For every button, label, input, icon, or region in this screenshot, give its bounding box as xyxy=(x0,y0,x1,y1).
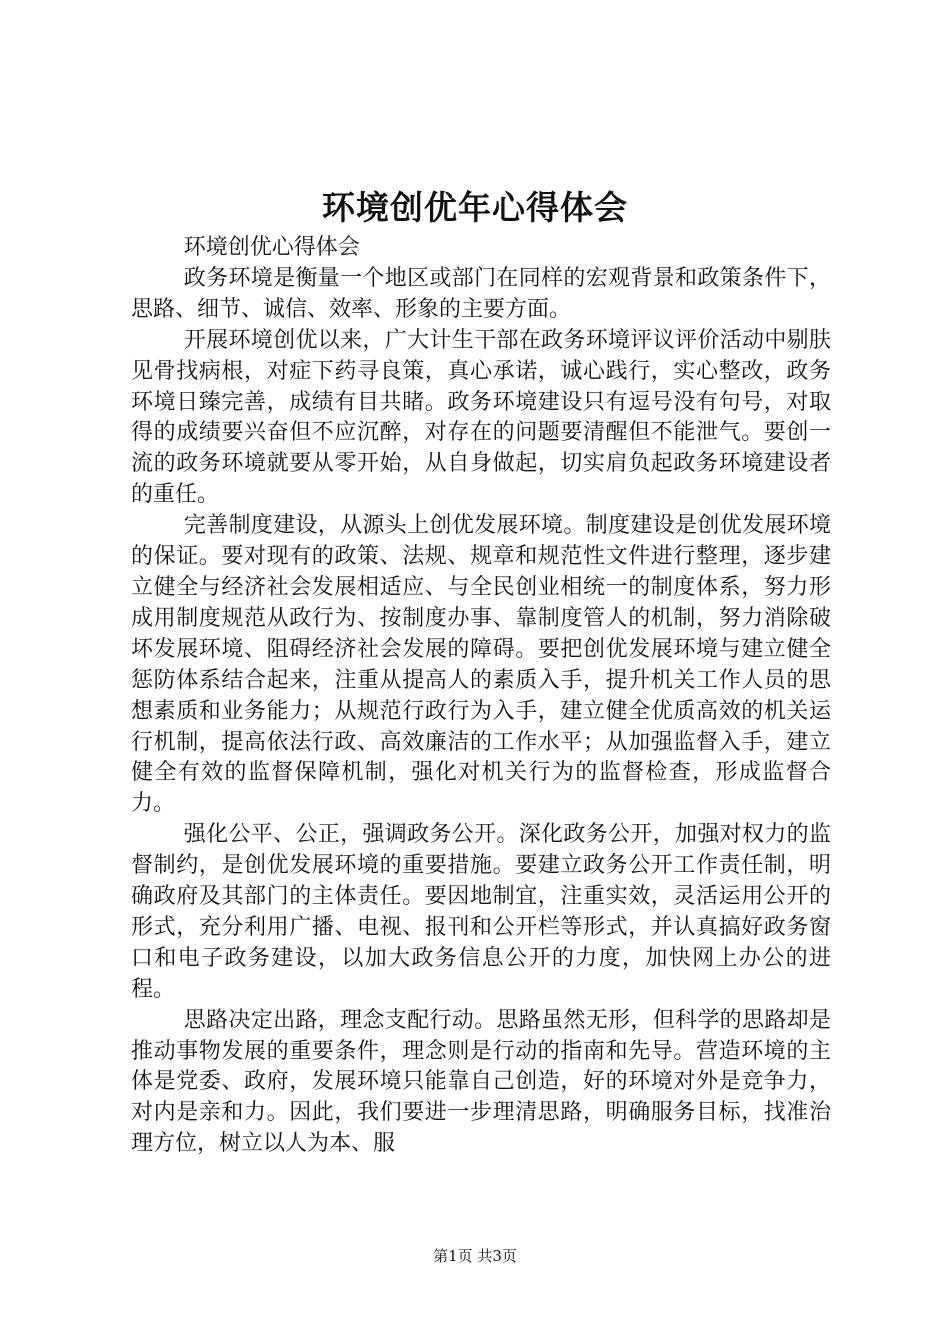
subtitle-paragraph: 环境创优心得体会 xyxy=(183,235,360,260)
body-paragraph: 强化公平、公正，强调政务公开。深化政务公开，加强对权力的监督制约，是创优发展环境的重要措施。要建立政务公开工作责任制，明确政府及其部门的主体责任。要因地制宜，注重实效，灵活运用公开的形式，充分利用广播、电视、报刊和公开栏等形式，并认真搞好政务窗口和电子政务建设，以加大政务信息公开的力度，加快网上办公的进程。 xyxy=(131,822,831,1002)
page-number-footer: 第1页 共3页 xyxy=(433,1247,517,1265)
body-paragraph: 完善制度建设，从源头上创优发展环境。制度建设是创优发展环境的保证。要对现有的政策、法规、规章和规范性文件进行整理，逐步建立健全与经济社会发展相适应、与全民创业相统一的制度体系，努力形成用制度规范从政行为、按制度办事、靠制度管人的机制，努力消除破坏发展环境、阻碍经济社会发展的障碍。要把创优发展环境与建立健全惩防体系结合起来，注重从提高人的素质入手，提升机关工作人员的思想素质和业务能力；从规范行政行为入手，建立健全优质高效的机关运行机制，提高依法行政、高效廉洁的工作水平；从加强监督入手，建立健全有效的监督保障机制，强化对机关行为的监督检查，形成监督合力。 xyxy=(131,513,831,817)
body-paragraph: 政务环境是衡量一个地区或部门在同样的宏观背景和政策条件下，思路、细节、诚信、效率、形象的主要方面。 xyxy=(131,265,831,322)
body-paragraph: 思路决定出路，理念支配行动。思路虽然无形，但科学的思路却是推动事物发展的重要条件，理念则是行动的指南和先导。营造环境的主体是党委、政府，发展环境只能靠自己创造，好的环境对外是竞争力，对内是亲和力。因此，我们要进一步理清思路，明确服务目标，找准治理方位，树立以人为本、服 xyxy=(131,1007,831,1157)
document-title: 环境创优年心得体会 xyxy=(322,188,628,227)
body-paragraph: 开展环境创优以来，广大计生干部在政务环境评议评价活动中剔肤见骨找病根，对症下药寻良策，真心承诺，诚心践行，实心整改，政务环境日臻完善，成绩有目共睹。政务环境建设只有逗号没有句号，对取得的成绩要兴奋但不应沉醉，对存在的问题要清醒但不能泄气。要创一流的政务环境就要从零开始，从自身做起，切实肩负起政务环境建设者的重任。 xyxy=(131,327,831,508)
document-body xyxy=(131,233,831,1160)
